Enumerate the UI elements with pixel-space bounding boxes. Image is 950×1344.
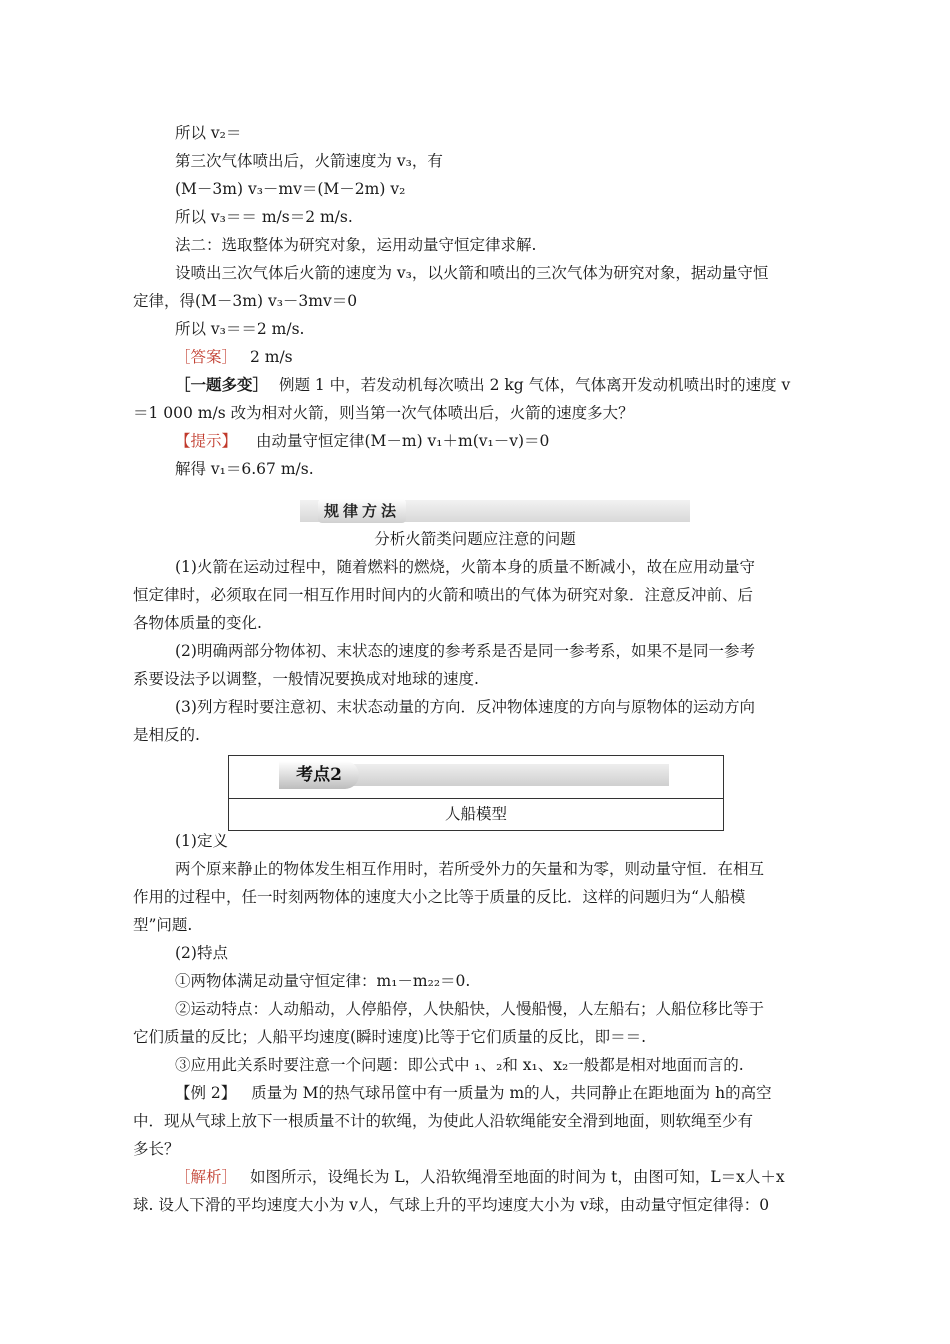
text-line: 法二：选取整体为研究对象，运用动量守恒定律求解. — [175, 236, 537, 254]
text-line: 所以 v₃＝＝ m/s＝2 m/s. — [175, 208, 353, 226]
section-title: 分析火箭类问题应注意的问题 — [374, 530, 576, 548]
def-head: (1)定义 — [175, 832, 228, 850]
answer-label: ［答案］ — [175, 348, 238, 366]
analysis-line — [175, 1166, 785, 1188]
answer-value: 2 m/s — [249, 348, 293, 366]
variant-text-cont: ＝1 000 m/s 改为相对火箭，则当第一次气体喷出后，火箭的速度多大？ — [133, 404, 634, 422]
equation-line: (M－3m) v₃－mv＝(M－2m) v₂ — [175, 180, 406, 198]
kaodian-label: 考点2 — [279, 761, 359, 789]
feature-item-1: ①两物体满足动量守恒定律：m₁－m₂₂＝0. — [175, 972, 471, 990]
analysis-label: ［解析］ — [175, 1168, 238, 1186]
def-text: 两个原来静止的物体发生相互作用时，若所受外力的矢量和为零，则动量守恒．在相互 — [175, 860, 765, 878]
hint-solve: 解得 v₁＝6.67 m/s. — [175, 460, 314, 478]
point-2: (2)明确两部分物体初、末状态的速度的参考系是否是同一参考系，如果不是同一参考 — [175, 642, 755, 660]
feature-item-2: ②运动特点：人动船动，人停船停，人快船快，人慢船慢，人左船右；人船位移比等于 — [175, 1000, 765, 1018]
variant-line — [175, 374, 790, 396]
example2-text: 质量为 M的热气球吊筐中有一质量为 m的人，共同静止在距地面为 h的高空 — [251, 1084, 772, 1102]
analysis-text-cont: 球. 设人下滑的平均速度大小为 v人，气球上升的平均速度大小为 v球，由动量守恒定律得：0 — [133, 1196, 770, 1214]
text-line: 设喷出三次气体后火箭的速度为 v₃，以火箭和喷出的三次气体为研究对象，据动量守恒 — [175, 264, 769, 282]
feature-item-2-cont: 它们质量的反比；人船平均速度(瞬时速度)比等于它们质量的反比，即＝＝. — [133, 1028, 647, 1046]
variant-text: 例题 1 中，若发动机每次喷出 2 kg 气体，气体离开发动机喷出时的速度 v — [278, 376, 791, 394]
point-1-cont: 各物体质量的变化. — [133, 614, 262, 632]
text-line: 定律，得(M－3m) v₃－3mv＝0 — [133, 292, 358, 310]
point-3-cont: 是相反的. — [133, 726, 200, 744]
kaodian-box — [228, 755, 724, 831]
example2-text-cont: 多长？ — [133, 1140, 180, 1158]
hint-text: 由动量守恒定律(M－m) v₁＋m(v₁－v)＝0 — [255, 432, 550, 450]
point-3: (3)列方程时要注意初、末状态动量的方向．反冲物体速度的方向与原物体的运动方向 — [175, 698, 755, 716]
kaodian-band — [281, 764, 669, 786]
point-1-cont: 恒定律时，必须取在同一相互作用时间内的火箭和喷出的气体为研究对象．注意反冲前、后 — [133, 586, 754, 604]
answer-line — [175, 346, 293, 368]
point-1: (1)火箭在运动过程中，随着燃料的燃烧，火箭本身的质量不断减小，故在应用动量守 — [175, 558, 755, 576]
feature-head: (2)特点 — [175, 944, 228, 962]
method-banner — [300, 500, 690, 522]
text-line: 所以 v₂＝ — [175, 124, 242, 142]
variant-label: ［一题多变］ — [175, 375, 269, 394]
example2-text-cont: 中．现从气球上放下一根质量不计的软绳，为使此人沿软绳能安全滑到地面，则软绳至少有 — [133, 1112, 754, 1130]
text-line: 第三次气体喷出后，火箭速度为 v₃，有 — [175, 152, 443, 170]
hint-label: 【提示】 — [175, 432, 238, 450]
analysis-text: 如图所示，设绳长为 L，人沿软绳滑至地面的时间为 t，由图可知，L＝x人＋x — [249, 1168, 785, 1186]
def-text-cont: 作用的过程中，任一时刻两物体的速度大小之比等于质量的反比．这样的问题归为“人船模 — [133, 888, 746, 906]
kaodian-title: 人船模型 — [444, 805, 507, 823]
def-text-cont: 型”问题. — [133, 916, 193, 934]
feature-item-3: ③应用此关系时要注意一个问题：即公式中 ₁、₂和 x₁、x₂一般都是相对地面而言的. — [175, 1056, 744, 1074]
hint-line — [175, 430, 549, 452]
text-line: 所以 v₃＝＝2 m/s. — [175, 320, 305, 338]
example2-label: 【例 2】 — [175, 1084, 237, 1102]
example2-line — [175, 1082, 772, 1104]
method-banner-label: 规律方法 — [318, 499, 406, 523]
point-2-cont: 系要设法予以调整，一般情况要换成对地球的速度. — [133, 670, 479, 688]
